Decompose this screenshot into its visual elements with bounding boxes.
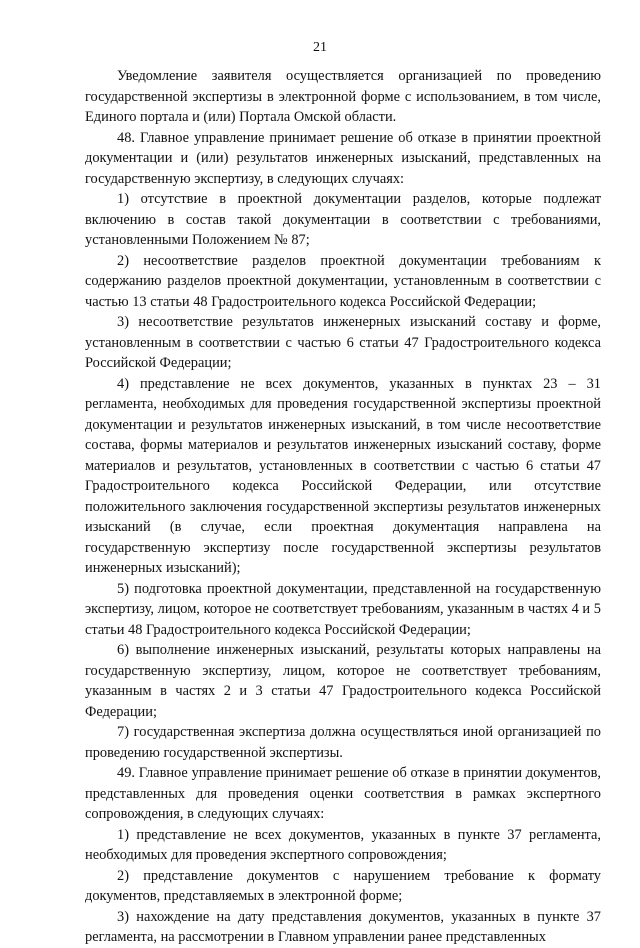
list-item-49-1: 1) представление не всех документов, указанных в пункте 37 регламента, необходимых для проведения экспертного сопровождения; (85, 826, 601, 863)
list-item-48-4: 4) представление не всех документов, указанных в пунктах 23 – 31 регламента, необходимых для проведения государственной экспертизы проектной документации и результатов инженерных изысканий, в том числе несоответствие состава, формы материалов и результатов инженерных изысканий составу, форме материалов и результатов, установленных в соответствии с частью 6 статьи 47 Градостроительного кодекса Российской Федерации, или отсутствие положительного заключения государственной экспертизы результатов инженерных изысканий (в случае, если проектная документация направлена на государственную экспертизу после государственной экспертизы результатов инженерных изысканий); (85, 375, 601, 576)
page-number: 21 (313, 40, 327, 55)
list-item-48-6: 6) выполнение инженерных изысканий, результаты которых направлены на государственную экспертизу, лицом, которое не соответствует требованиям, указанным в частях 2 и 3 статьи 47 Градостроительного кодекса Российской Федерации; (85, 642, 601, 720)
document-body (85, 66, 601, 948)
paragraph-notification: Уведомление заявителя осуществляется организацией по проведению государственной экспертизы в электронной форме с использованием, в том числе, Единого портала и (или) Портала Омской области. (85, 68, 601, 125)
paragraph-49: 49. Главное управление принимает решение об отказе в принятии документов, представленных для проведения оценки соответствия в рамках экспертного сопровождения, в следующих случаях: (85, 765, 601, 822)
list-item-48-3: 3) несоответствие результатов инженерных изысканий составу и форме, установленным в соответствии с частью 6 статьи 47 Градостроительного кодекса Российской Федерации; (85, 314, 601, 371)
list-item-49-2: 2) представление документов с нарушением требование к формату документов, представляемых в электронной форме; (85, 867, 601, 904)
list-item-48-7: 7) государственная экспертиза должна осуществляться иной организацией по проведению государственной экспертизы. (85, 724, 601, 761)
list-item-48-1: 1) отсутствие в проектной документации разделов, которые подлежат включению в состав такой документации в соответствии с требованиями, установленными Положением № 87; (85, 191, 601, 248)
list-item-48-5: 5) подготовка проектной документации, представленной на государственную экспертизу, лицом, которое не соответствует требованиям, указанным в частях 4 и 5 статьи 48 Градостроительного кодекса Российской Федерации; (85, 580, 601, 638)
list-item-48-2: 2) несоответствие разделов проектной документации требованиям к содержанию разделов проектной документации, установленным в соответствии с частью 13 статьи 48 Градостроительного кодекса Российской Федерации; (85, 252, 601, 310)
list-item-49-3: 3) нахождение на дату представления документов, указанных в пункте 37 регламента, на рассмотрении в Главном управлении ранее представленных (85, 908, 601, 945)
paragraph-48: 48. Главное управление принимает решение об отказе в принятии проектной документации и (или) результатов инженерных изысканий, представленных на государственную экспертизу, в следующих случаях: (85, 129, 601, 187)
